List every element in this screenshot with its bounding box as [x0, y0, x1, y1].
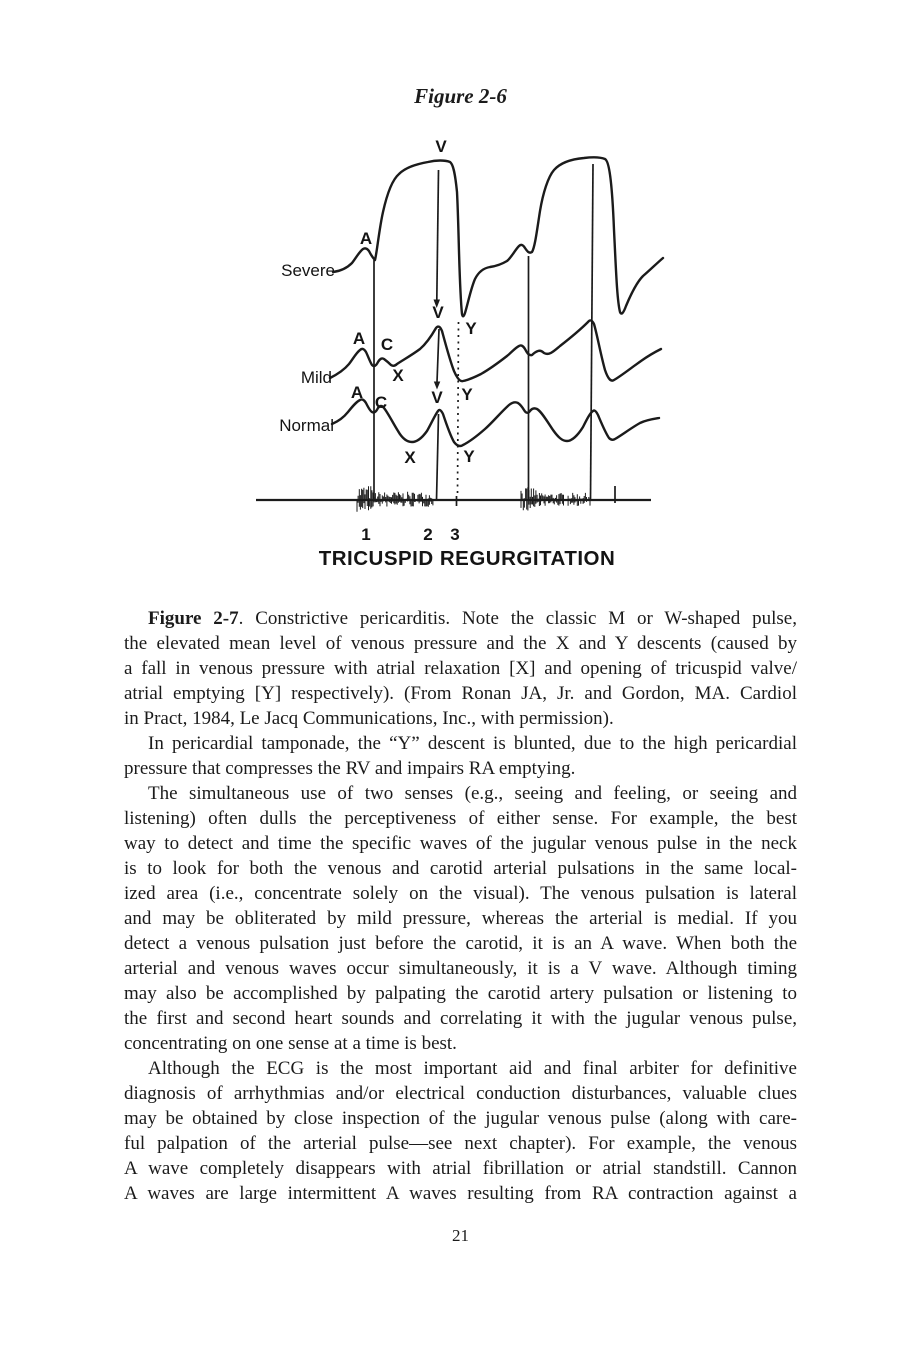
text-line: atrial emptying [Y] respectively). (From Ronan JA, Jr. and Gordon, MA. Cardiol: [124, 683, 797, 704]
text-line-part: . Constrictive pericarditis. Note the classic M or W-shaped pulse,: [238, 608, 797, 629]
text-line: listening) often dulls the perceptiveness of either sense. For example, the best: [124, 808, 797, 829]
mild-a-wave-label: A: [352, 329, 366, 348]
severe-trace: [333, 157, 663, 316]
text-line: arterial and venous waves occur simultaneously, it is a V wave. Although timing: [124, 958, 797, 979]
text-line: is to look for both the venous and carotid arterial pulsations in the same local-: [124, 858, 797, 879]
marker-1: 1: [361, 525, 371, 544]
normal-v-wave-label: V: [431, 388, 443, 407]
page-number: 21: [452, 1226, 469, 1245]
normal-label: Normal: [279, 416, 334, 435]
figure-2-6-tracing: [248, 132, 684, 580]
v-wave-timing-line-lower: [437, 414, 439, 500]
v-wave-timing-line-middle: [437, 329, 439, 382]
text-line: concentrating on one sense at a time is best.: [124, 1033, 457, 1054]
jugular-venous-pulse-figure: [248, 132, 684, 580]
mild-x-descent-label: X: [392, 366, 404, 385]
text-line: and may be obliterated by mild pressure, whereas the arterial is medial. If you: [124, 908, 797, 929]
v-wave-timing-line-upper: [437, 170, 439, 300]
severe-v-wave-label: V: [435, 137, 447, 156]
normal-x-descent-label: X: [404, 448, 416, 467]
marker-2: 2: [423, 525, 433, 544]
paragraph-two-senses: [124, 781, 797, 1056]
text-line: a fall in venous pressure with atrial relaxation [X] and opening of tricuspid valve/: [124, 658, 797, 679]
normal-y-descent-label: Y: [463, 447, 475, 466]
text-line: may be obtained by close inspection of the jugular venous pulse (along with care-: [124, 1108, 797, 1129]
severe-label: Severe: [281, 261, 335, 280]
text-line: diagnosis of arrhythmias and/or electrical conduction disturbances, valuable clues: [124, 1083, 797, 1104]
text-line: Although the ECG is the most important aid and final arbiter for definitive: [148, 1058, 797, 1079]
text-line: [124, 606, 797, 631]
text-line: detect a venous pulsation just before the carotid, it is an A wave. When both the: [124, 933, 797, 954]
paragraph-tamponade: [124, 731, 797, 781]
figure-caption: TRICUSPID REGURGITATION: [318, 547, 616, 570]
mild-v-wave-label: V: [432, 303, 444, 322]
text-line: ized area (i.e., concentrate solely on the visual). The venous pulsation is lateral: [124, 883, 797, 904]
figure-2-7-caption: [124, 606, 797, 731]
marker-3: 3: [450, 525, 460, 544]
mild-c-wave-label: C: [380, 335, 394, 354]
normal-c-wave-label: C: [374, 393, 388, 412]
severe-y-descent-label: Y: [465, 319, 477, 338]
text-line: ful palpation of the arterial pulse—see next chapter). For example, the venous: [124, 1133, 797, 1154]
text-line: A wave completely disappears with atrial fibrillation or atrial standstill. Cannon: [124, 1158, 797, 1179]
body-text: [124, 606, 797, 1206]
y-descent-dotted-line: [458, 322, 459, 497]
text-line: may also be accomplished by palpating the carotid artery pulsation or listening to: [124, 983, 797, 1004]
paragraph-ecg: [124, 1056, 797, 1206]
figure-2-7-lead: Figure 2-7: [148, 608, 239, 629]
mild-trace: [330, 320, 661, 381]
normal-a-wave-label: A: [350, 383, 364, 402]
mild-label: Mild: [300, 368, 332, 387]
text-line: the elevated mean level of venous pressure and the X and Y descents (caused by: [124, 633, 797, 654]
text-line: In pericardial tamponade, the “Y” descent is blunted, due to the high pericardial: [148, 733, 797, 754]
page-title: Figure 2-6: [414, 84, 507, 108]
text-line: the first and second heart sounds and correlating it with the jugular venous pulse,: [124, 1008, 797, 1029]
text-line: in Pract, 1984, Le Jacq Communications, Inc., with permission).: [124, 708, 614, 729]
text-line: A waves are large intermittent A waves resulting from RA contraction against a: [124, 1183, 797, 1204]
text-line: pressure that compresses the RV and impairs RA emptying.: [124, 758, 576, 779]
mild-y-descent-label: Y: [461, 385, 473, 404]
beat2-v-timing-line: [591, 164, 594, 500]
severe-a-wave-label: A: [359, 229, 373, 248]
text-line: way to detect and time the specific waves of the jugular venous pulse in the neck: [124, 833, 797, 854]
text-line: The simultaneous use of two senses (e.g., seeing and feeling, or seeing and: [148, 783, 797, 804]
